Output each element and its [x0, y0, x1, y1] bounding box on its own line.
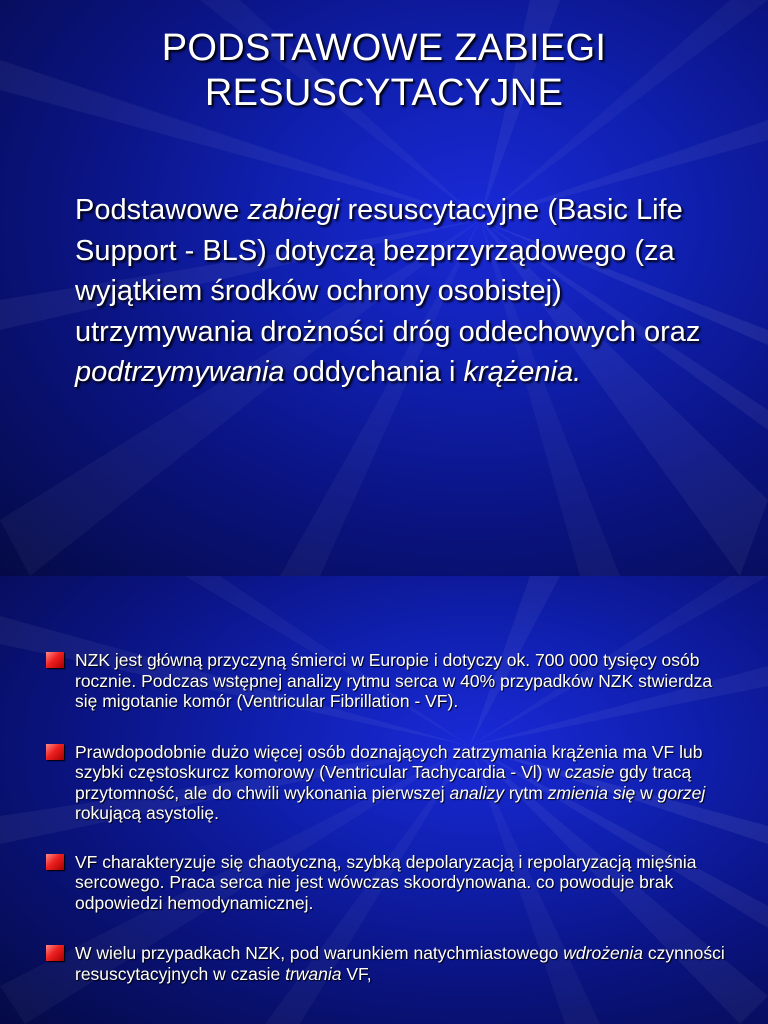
bullet-text-italic: zmienia się	[547, 782, 636, 803]
bullet-text: VF,	[341, 963, 372, 984]
bullet-text: rokującą asystolię.	[75, 803, 219, 823]
bullet-text-italic: gorzej	[657, 782, 706, 803]
bullet-text: Prawdopodobnie dużo więcej osób doznających zatrzymania krążenia ma VF lub szybki częstoskurcz komorowy (Ventricular Tachycardia - Vl) w	[75, 741, 703, 782]
bullet-text-italic: analizy	[449, 782, 504, 803]
body-text-part: oddychania i	[284, 356, 464, 388]
slide-body-text	[75, 190, 735, 393]
body-text-italic: krążenia.	[463, 356, 582, 388]
bullet-text-italic: czasie	[564, 762, 615, 782]
title-line-2: RESUSCYTACYJNE	[204, 72, 564, 114]
bullet-square-icon	[46, 652, 64, 668]
bullet-text: w	[635, 782, 658, 803]
bullet-item	[46, 852, 736, 914]
bullet-square-icon	[46, 744, 64, 760]
bullet-text: rytm	[503, 782, 548, 803]
bullet-square-icon	[46, 854, 64, 870]
bullet-text: gdy tracą przytomność, ale do chwili wykonania pierwszej	[75, 762, 692, 803]
bullet-item	[46, 742, 736, 824]
bullet-square-icon	[46, 945, 64, 961]
body-text-part: resuscytacyjne (Basic Life Support - BLS) dotyczą bezprzyrządowego (za wyjątkiem środków ochrony osobistej) utrzymywania drożności dróg oddechowych oraz	[75, 194, 701, 348]
bullet-text: VF charakteryzuje się chaotyczną, szybką depolaryzacją i repolaryzacją mięśnia sercowego. Praca serca nie jest wówczas skoordynowana. co powoduje brak odpowiedzi hemodynamicznej.	[75, 851, 697, 913]
slide-title	[40, 26, 728, 116]
body-text-italic: podtrzymywania	[75, 356, 285, 388]
bullet-item	[46, 943, 736, 984]
bullet-text-italic: trwania	[285, 963, 342, 984]
bullet-text: W wielu przypadkach NZK, pod warunkiem natychmiastowego	[75, 943, 564, 963]
bullet-list	[46, 650, 736, 984]
bullet-item	[46, 650, 736, 712]
title-line-1: PODSTAWOWE ZABIEGI	[161, 27, 607, 69]
body-text-part: Podstawowe	[75, 194, 248, 226]
slide-2	[0, 576, 768, 1024]
body-text-italic: zabiegi	[247, 194, 340, 226]
bullet-text: czynności resuscytacyjnych w czasie	[75, 943, 725, 984]
bullet-text-italic: wdrożenia	[563, 943, 644, 963]
bullet-text: NZK jest główną przyczyną śmierci w Europie i dotyczy ok. 700 000 tysięcy osób rocznie. Podczas wstępnej analizy rytmu serca w 40% przypadków NZK stwierdza się migotanie komór (Ventricular Fibrillation - VF).	[75, 650, 713, 711]
